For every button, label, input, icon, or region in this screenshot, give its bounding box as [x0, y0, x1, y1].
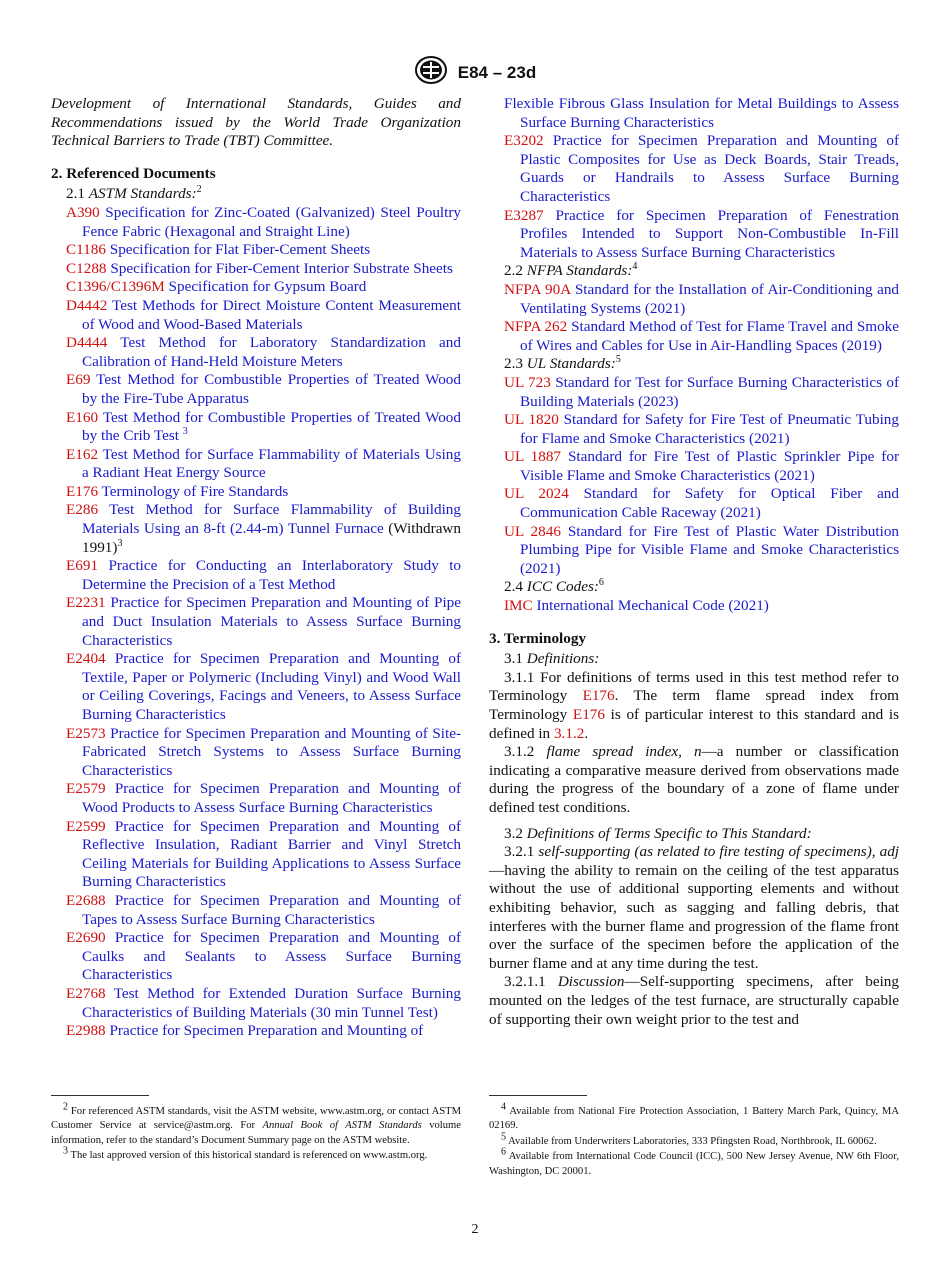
reference-title-link[interactable]: Practice for Specimen Preparation and Mounting of Textile, Paper or Polymeric (Including Vinyl) and Wood Wall or Ceiling Coverings, Facings and Veneers, to Assess Surface Burning Characteristics [82, 650, 462, 723]
footnote-divider [51, 1095, 149, 1096]
reference-title-link[interactable]: Practice for Specimen Preparation and Mounting of Pipe and Duct Insulation Materials to Assess Surface Burning Characteristics [82, 594, 461, 649]
footnote-4: $^4$ Available from National Fire Protection Association, 1 Battery March Park, Quincy, MA 02169. [489, 1101, 899, 1132]
nfpa-reference-list [489, 281, 899, 355]
reference-title-link[interactable]: Test Method for Combustible Properties of Treated Wood by the Crib Test [82, 408, 461, 445]
reference-entry[interactable] [51, 241, 461, 260]
reference-code-link[interactable]: A390 [66, 203, 100, 221]
reference-code-link[interactable]: E3287 [504, 206, 544, 224]
reference-entry[interactable] [489, 411, 899, 448]
reference-entry[interactable] [51, 818, 461, 892]
reference-title-link[interactable]: Test Method for Laboratory Standardization and Calibration of Hand-Held Moisture Meters [82, 334, 461, 370]
reference-note: (Withdrawn 1991) [82, 520, 461, 556]
link-3-1-2[interactable]: 3.1.2 [553, 724, 585, 742]
link-e176[interactable]: E176 [572, 706, 605, 723]
astm-reference-list [51, 204, 461, 1041]
reference-title-link[interactable]: Practice for Specimen Preparation and Mounting of Wood Products to Assess Surface Burning Characteristics [82, 780, 462, 816]
reference-entry[interactable] [489, 132, 899, 206]
link-e176[interactable]: E176 [582, 687, 615, 705]
reference-title-link[interactable]: Standard for the Installation of Air-Conditioning and Ventilating Systems (2021) [520, 280, 900, 317]
reference-code-link[interactable]: NFPA 90A [504, 280, 571, 298]
reference-title-link[interactable]: Standard Method of Test for Flame Travel and Smoke of Wires and Cables for Use in Air-Handling Spaces (2019) [520, 318, 900, 354]
reference-entry[interactable] [51, 409, 461, 446]
reference-entry[interactable] [51, 446, 461, 483]
reference-title-link[interactable]: Standard for Test for Surface Burning Characteristics of Building Materials (2023) [520, 373, 900, 410]
document-id: E84 – 23d [457, 62, 537, 82]
reference-code-link[interactable]: UL 2846 [504, 522, 561, 540]
page-number: 2 [471, 1222, 479, 1237]
reference-code-link[interactable]: E69 [66, 371, 91, 389]
reference-entry[interactable] [51, 892, 461, 929]
paragraph-3-1-2: 3.1.2 flame spread index, n—a number or classification indicating a comparative measure derived from observations made during the progress of the boundary of a zone of flame under defined test conditions. [489, 743, 899, 816]
astm-logo-icon [414, 55, 448, 90]
right-column [489, 95, 899, 1029]
footnote-3: $^3$ The last approved version of this historical standard is referenced on www.astm.org. [63, 1145, 428, 1162]
reference-title-link[interactable]: Practice for Specimen Preparation of Fenestration Profiles Intended to Support Non-Combustible In-Fill Materials to Assess Surface Burning Characteristics [520, 206, 899, 261]
paragraph-3-2-1-1: 3.2.1.1 Discussion—Self-supporting specimens, after being mounted on the ledges of the test furnace, are structurally capable of supporting their own weight prior to the test and [489, 973, 899, 1028]
reference-code-link[interactable]: UL 1887 [504, 448, 562, 466]
reference-title-link[interactable]: Terminology of Fire Standards [101, 482, 289, 500]
astm-reference-list-continued [489, 132, 899, 262]
astm-standards-label: 2.1 ASTM Standards:$^2$ [66, 184, 202, 203]
reference-code-link[interactable]: C1288 [66, 259, 107, 277]
paragraph-3-1-1: 3.1.1 For definitions of terms used in this test method refer to Terminology E176. The term flame spread index from Terminology E176 is of particular interest to this standard and is defined in 3.1.2. [489, 668, 899, 742]
reference-code-link[interactable]: D4442 [66, 296, 108, 314]
reference-code-link[interactable]: E2579 [66, 780, 106, 798]
reference-code-link[interactable]: E691 [66, 557, 99, 575]
reference-title-link[interactable]: International Mechanical Code (2021) [536, 597, 769, 615]
page-header [0, 55, 950, 85]
reference-continued[interactable]: Flexible Fibrous Glass Insulation for Metal Buildings to Assess Surface Burning Characteristics [504, 95, 899, 131]
reference-entry[interactable] [489, 448, 899, 485]
reference-entry[interactable] [489, 281, 899, 318]
reference-code-link[interactable]: E160 [66, 408, 99, 426]
reference-entry[interactable] [51, 204, 461, 241]
reference-title-link[interactable]: Specification for Gypsum Board [168, 278, 367, 296]
footnote-2: $^2$ For referenced ASTM standards, visit the ASTM website, www.astm.org, or contact ASTM Customer Service at service@astm.org. For Annual Book of ASTM Standards volume information, refer to the standard’s Document Summary page on the ASTM website. [51, 1101, 461, 1146]
ul-standards-label: 2.3 UL Standards:$^5$ [504, 354, 621, 373]
reference-title-link[interactable]: Practice for Specimen Preparation and Mounting of Caulks and Sealants to Assess Surface Burning Characteristics [82, 929, 462, 984]
reference-code-link[interactable]: E286 [66, 501, 99, 519]
reference-title-link[interactable]: Test Method for Extended Duration Surface Burning Characteristics of Building Materials (30 min Tunnel Test) [82, 984, 461, 1021]
reference-code-link[interactable]: E2404 [66, 650, 106, 668]
reference-entry[interactable] [51, 985, 461, 1022]
reference-title-link[interactable]: Test Method for Surface Flammability of Building Materials Using an 8-ft (2.44-m) Tunnel Furnace [82, 501, 461, 538]
reference-title-link[interactable]: Standard for Safety for Optical Fiber and Communication Cable Raceway (2021) [520, 485, 899, 522]
reference-code-link[interactable]: UL 2024 [504, 485, 569, 503]
reference-entry[interactable] [51, 929, 461, 985]
reference-title-link[interactable]: Test Methods for Direct Moisture Content Measurement of Wood and Wood-Based Materials [82, 296, 461, 333]
reference-title-link[interactable]: Standard for Fire Test of Plastic Sprinkler Pipe for Visible Flame and Smoke Characteristics (2021) [520, 448, 900, 484]
reference-title-link[interactable]: Practice for Specimen Preparation and Mounting of Site-Fabricated Stretch Systems to Assess Surface Burning Characteristics [82, 724, 462, 779]
reference-code-link[interactable]: E162 [66, 445, 99, 463]
reference-title-link[interactable]: Test Method for Combustible Properties of Treated Wood by the Fire-Tube Apparatus [82, 371, 461, 407]
reference-title-link[interactable]: Practice for Conducting an Interlaboratory Study to Determine the Precision of a Test Method [82, 557, 462, 593]
reference-code-link[interactable]: C1186 [66, 241, 106, 259]
reference-code-link[interactable]: UL 1820 [504, 411, 559, 429]
reference-entry[interactable] [51, 594, 461, 650]
reference-title-link[interactable]: Specification for Flat Fiber-Cement Sheets [109, 241, 371, 259]
reference-code-link[interactable]: E2231 [66, 594, 106, 612]
reference-code-link[interactable]: D4444 [66, 334, 108, 352]
reference-code-link[interactable]: C1396/C1396M [66, 278, 165, 296]
reference-entry[interactable] [51, 650, 461, 724]
intro-paragraph: Development of International Standards, Guides and Recommendations issued by the World Trade Organization Technical Barriers to Trade (TBT) Committee. [51, 95, 461, 150]
reference-entry[interactable] [51, 483, 461, 502]
footnote-5: $^5$ Available from Underwriters Laboratories, 333 Pfingsten Road, Northbrook, IL 60062. [501, 1131, 877, 1147]
icc-reference-list [489, 597, 899, 616]
reference-title-link[interactable]: Practice for Specimen Preparation and Mounting of Reflective Insulation, Radiant Barrier and Vinyl Stretch Ceiling Materials for Building Applications to Assess Surface Burning Characteristics [82, 817, 462, 891]
reference-entry[interactable] [489, 597, 899, 616]
reference-entry[interactable] [51, 1022, 461, 1041]
footnote-6: $^6$ Available from International Code Council (ICC), 500 New Jersey Avenue, NW 6th Floor, Washington, DC 20001. [489, 1146, 899, 1177]
reference-entry[interactable] [51, 557, 461, 594]
reference-title-link[interactable]: Standard for Safety for Fire Test of Pneumatic Tubing for Flame and Smoke Characteristics (2021) [520, 411, 899, 447]
footnotes-left [51, 1101, 461, 1165]
reference-code-link[interactable]: E2768 [66, 984, 106, 1002]
reference-entry[interactable] [489, 523, 899, 579]
left-column [51, 95, 461, 1041]
reference-code-link[interactable]: E2573 [66, 724, 106, 742]
reference-code-link[interactable]: NFPA 262 [504, 318, 568, 336]
specific-definitions-label: 3.2 Definitions of Terms Specific to This Standard: [504, 824, 812, 842]
reference-entry[interactable] [51, 371, 461, 408]
paragraph-3-2-1: 3.2.1 self-supporting (as related to fire testing of specimens), adj—having the ability to remain on the ceiling of the test apparatus without the use of additional supporting elements and without exhibiting behavior, such as sagging and falling debris, that interferes with the burner flame and progression of the flame front over the surface of the specimen before the application of the burner flame and at any time during the test. [489, 843, 900, 972]
reference-entry[interactable] [51, 278, 461, 297]
reference-entry[interactable] [489, 318, 899, 355]
section-2-heading: 2. Referenced Documents [51, 164, 216, 182]
reference-entry[interactable] [489, 207, 899, 263]
reference-title-link[interactable]: Practice for Specimen Preparation and Mounting of Tapes to Assess Surface Burning Characteristics [82, 891, 462, 928]
reference-code-link[interactable]: UL 723 [504, 373, 551, 391]
reference-title-link[interactable]: Standard for Fire Test of Plastic Water Distribution Plumbing Pipe for Visible Flame and Smoke Characteristics (2021) [520, 522, 900, 577]
reference-code-link[interactable]: IMC [504, 597, 533, 615]
reference-title-link[interactable]: Specification for Fiber-Cement Interior Substrate Sheets [110, 259, 453, 277]
definitions-label: 3.1 Definitions: [504, 650, 600, 668]
reference-title-link[interactable]: Test Method for Surface Flammability of Materials Using a Radiant Heat Energy Source [82, 445, 461, 482]
reference-code-link[interactable]: E2599 [66, 817, 106, 835]
footnote-marker: 3 [117, 537, 123, 549]
reference-title-link[interactable]: Practice for Specimen Preparation and Mounting of [109, 1022, 424, 1040]
icc-codes-label: 2.4 ICC Codes:$^6$ [504, 577, 604, 596]
reference-entry[interactable] [51, 334, 461, 371]
footnote-divider [489, 1095, 587, 1096]
reference-entry[interactable] [51, 297, 461, 334]
reference-entry[interactable] [51, 501, 461, 557]
reference-entry[interactable] [489, 485, 899, 522]
nfpa-standards-label: 2.2 NFPA Standards:$^4$ [504, 261, 638, 280]
reference-code-link[interactable]: E2688 [66, 891, 106, 909]
reference-title-link[interactable]: Specification for Zinc-Coated (Galvanized) Steel Poultry Fence Fabric (Hexagonal and Straight Line) [82, 203, 462, 240]
reference-code-link[interactable]: E2988 [66, 1022, 106, 1040]
reference-entry[interactable] [489, 374, 899, 411]
reference-code-link[interactable]: E176 [66, 482, 99, 500]
footnotes-right [489, 1101, 899, 1180]
reference-entry[interactable] [51, 725, 461, 781]
reference-entry[interactable] [51, 260, 461, 279]
reference-entry[interactable] [51, 780, 461, 817]
footnote-marker: 3 [182, 426, 188, 438]
reference-code-link[interactable]: E2690 [66, 929, 106, 947]
section-3-heading: 3. Terminology [489, 629, 587, 647]
reference-code-link[interactable]: E3202 [504, 132, 544, 150]
ul-reference-list [489, 374, 899, 579]
reference-title-link[interactable]: Practice for Specimen Preparation and Mounting of Plastic Composites for Use as Deck Boards, Stair Treads, Guards or Handrails to Assess Surface Burning Characteristics [520, 132, 900, 205]
